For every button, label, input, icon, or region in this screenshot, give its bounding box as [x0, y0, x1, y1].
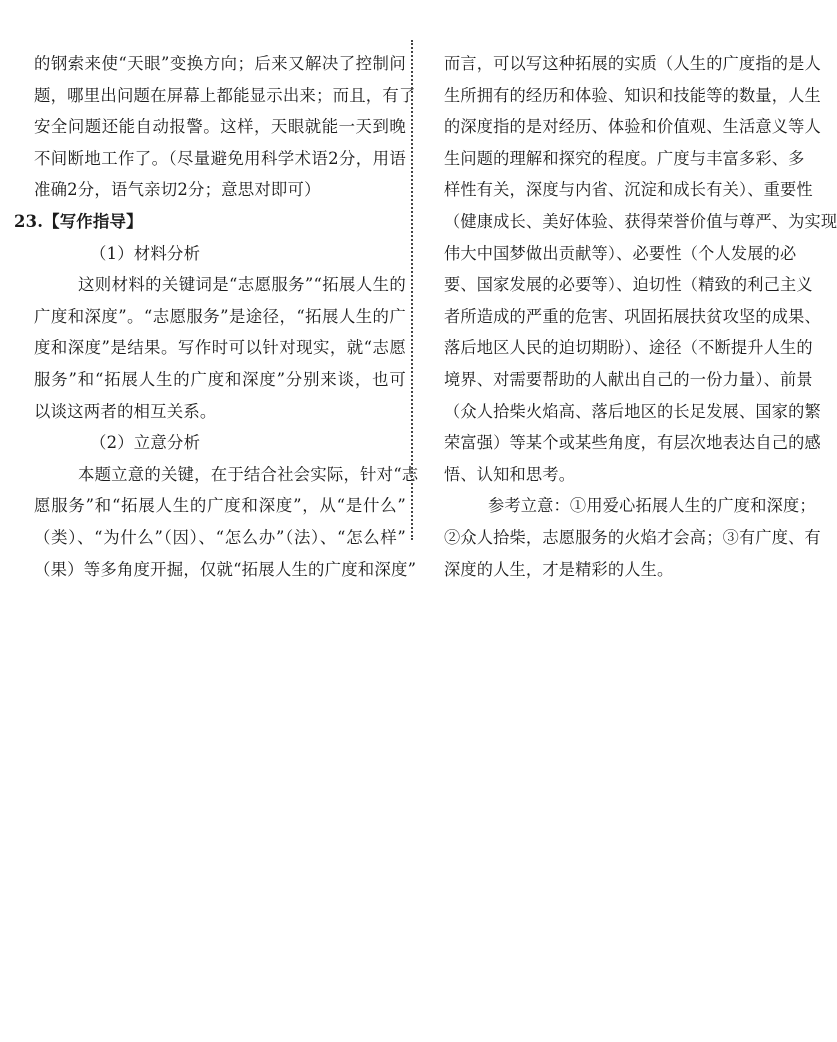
left-column: [14, 48, 419, 585]
text-line: 的钢索来使“天眼”变换方向；后来又解决了控制问: [34, 54, 406, 73]
text-line: 生问题的理解和探究的程度。广度与丰富多彩、多: [444, 148, 805, 168]
text-line: （众人拾柴火焰高、落后地区的长足发展、国家的繁: [444, 401, 821, 421]
text-line: 境界、对需要帮助的人献出自己的一份力量）、前景: [444, 369, 813, 389]
text-line: 荣富强）等某个或某些角度，有层次地表达自己的感: [444, 433, 821, 453]
text-line: 不间断地工作了。（尽量避免用科学术语2分，用语: [34, 148, 406, 168]
text-line: 生所拥有的经历和体验、知识和技能等的数量，人生: [444, 85, 821, 105]
text-line: 题，哪里出问题在屏幕上都能显示出来；而且，有了: [34, 85, 416, 105]
question-heading-label: 【写作指导】: [43, 211, 143, 231]
text-line: 而言，可以写这种拓展的实质（人生的广度指的是人: [444, 54, 821, 73]
text-line: 度和深度”是结果。写作时可以针对现实，就“志愿: [34, 338, 406, 358]
text-line: 愿服务”和“拓展人生的广度和深度”，从“是什么”: [34, 496, 406, 516]
text-line: 的深度指的是对经历、体验和价值观、生活意义等人: [444, 117, 821, 137]
text-line: 这则材料的关键词是“志愿服务”“拓展人生的: [78, 275, 406, 295]
text-line: 以谈这两者的相互关系。: [34, 401, 217, 421]
text-line: 安全问题还能自动报警。这样，天眼就能一天到晚: [34, 117, 406, 137]
reference-line: 深度的人生，才是精彩的人生。: [444, 559, 674, 579]
question-heading: [14, 206, 406, 238]
reference-line: 参考立意：①用爱心拓展人生的广度和深度；: [488, 496, 816, 516]
text-line: 样性有关，深度与内省、沉淀和成长有关）、重要性: [444, 180, 813, 200]
text-line: 悟、认知和思考。: [444, 464, 576, 484]
text-line: 伟大中国梦做出贡献等）、必要性（个人发展的必: [444, 243, 797, 263]
section-title: （2）立意分析: [90, 433, 201, 453]
text-line: 准确2分，语气亲切2分；意思对即可）: [34, 180, 321, 200]
right-column: [444, 48, 837, 585]
column-divider: [411, 40, 413, 540]
text-line: 服务”和“拓展人生的广度和深度”分别来谈，也可: [34, 369, 406, 389]
reference-line: ②众人拾柴，志愿服务的火焰才会高；③有广度、有: [444, 527, 821, 547]
text-line: （类）、“为什么”（因）、“怎么办”（法）、“怎么样”: [34, 527, 406, 547]
text-line: 要、国家发展的必要等）、迫切性（精致的利己主义: [444, 275, 813, 295]
text-line: 者所造成的严重的危害、巩固拓展扶贫攻坚的成果、: [444, 306, 821, 326]
text-line: 广度和深度”。“志愿服务”是途径，“拓展人生的广: [34, 306, 406, 326]
section-title: （1）材料分析: [90, 243, 201, 263]
question-number: 23.: [14, 211, 44, 231]
text-line: 本题立意的关键，在于结合社会实际，针对“志: [78, 464, 419, 484]
text-line: （健康成长、美好体验、获得荣誉价值与尊严、为实现: [444, 211, 837, 231]
text-line: （果）等多角度开掘，仅就“拓展人生的广度和深度”: [34, 559, 417, 579]
text-line: 落后地区人民的迫切期盼）、途径（不断提升人生的: [444, 338, 813, 358]
